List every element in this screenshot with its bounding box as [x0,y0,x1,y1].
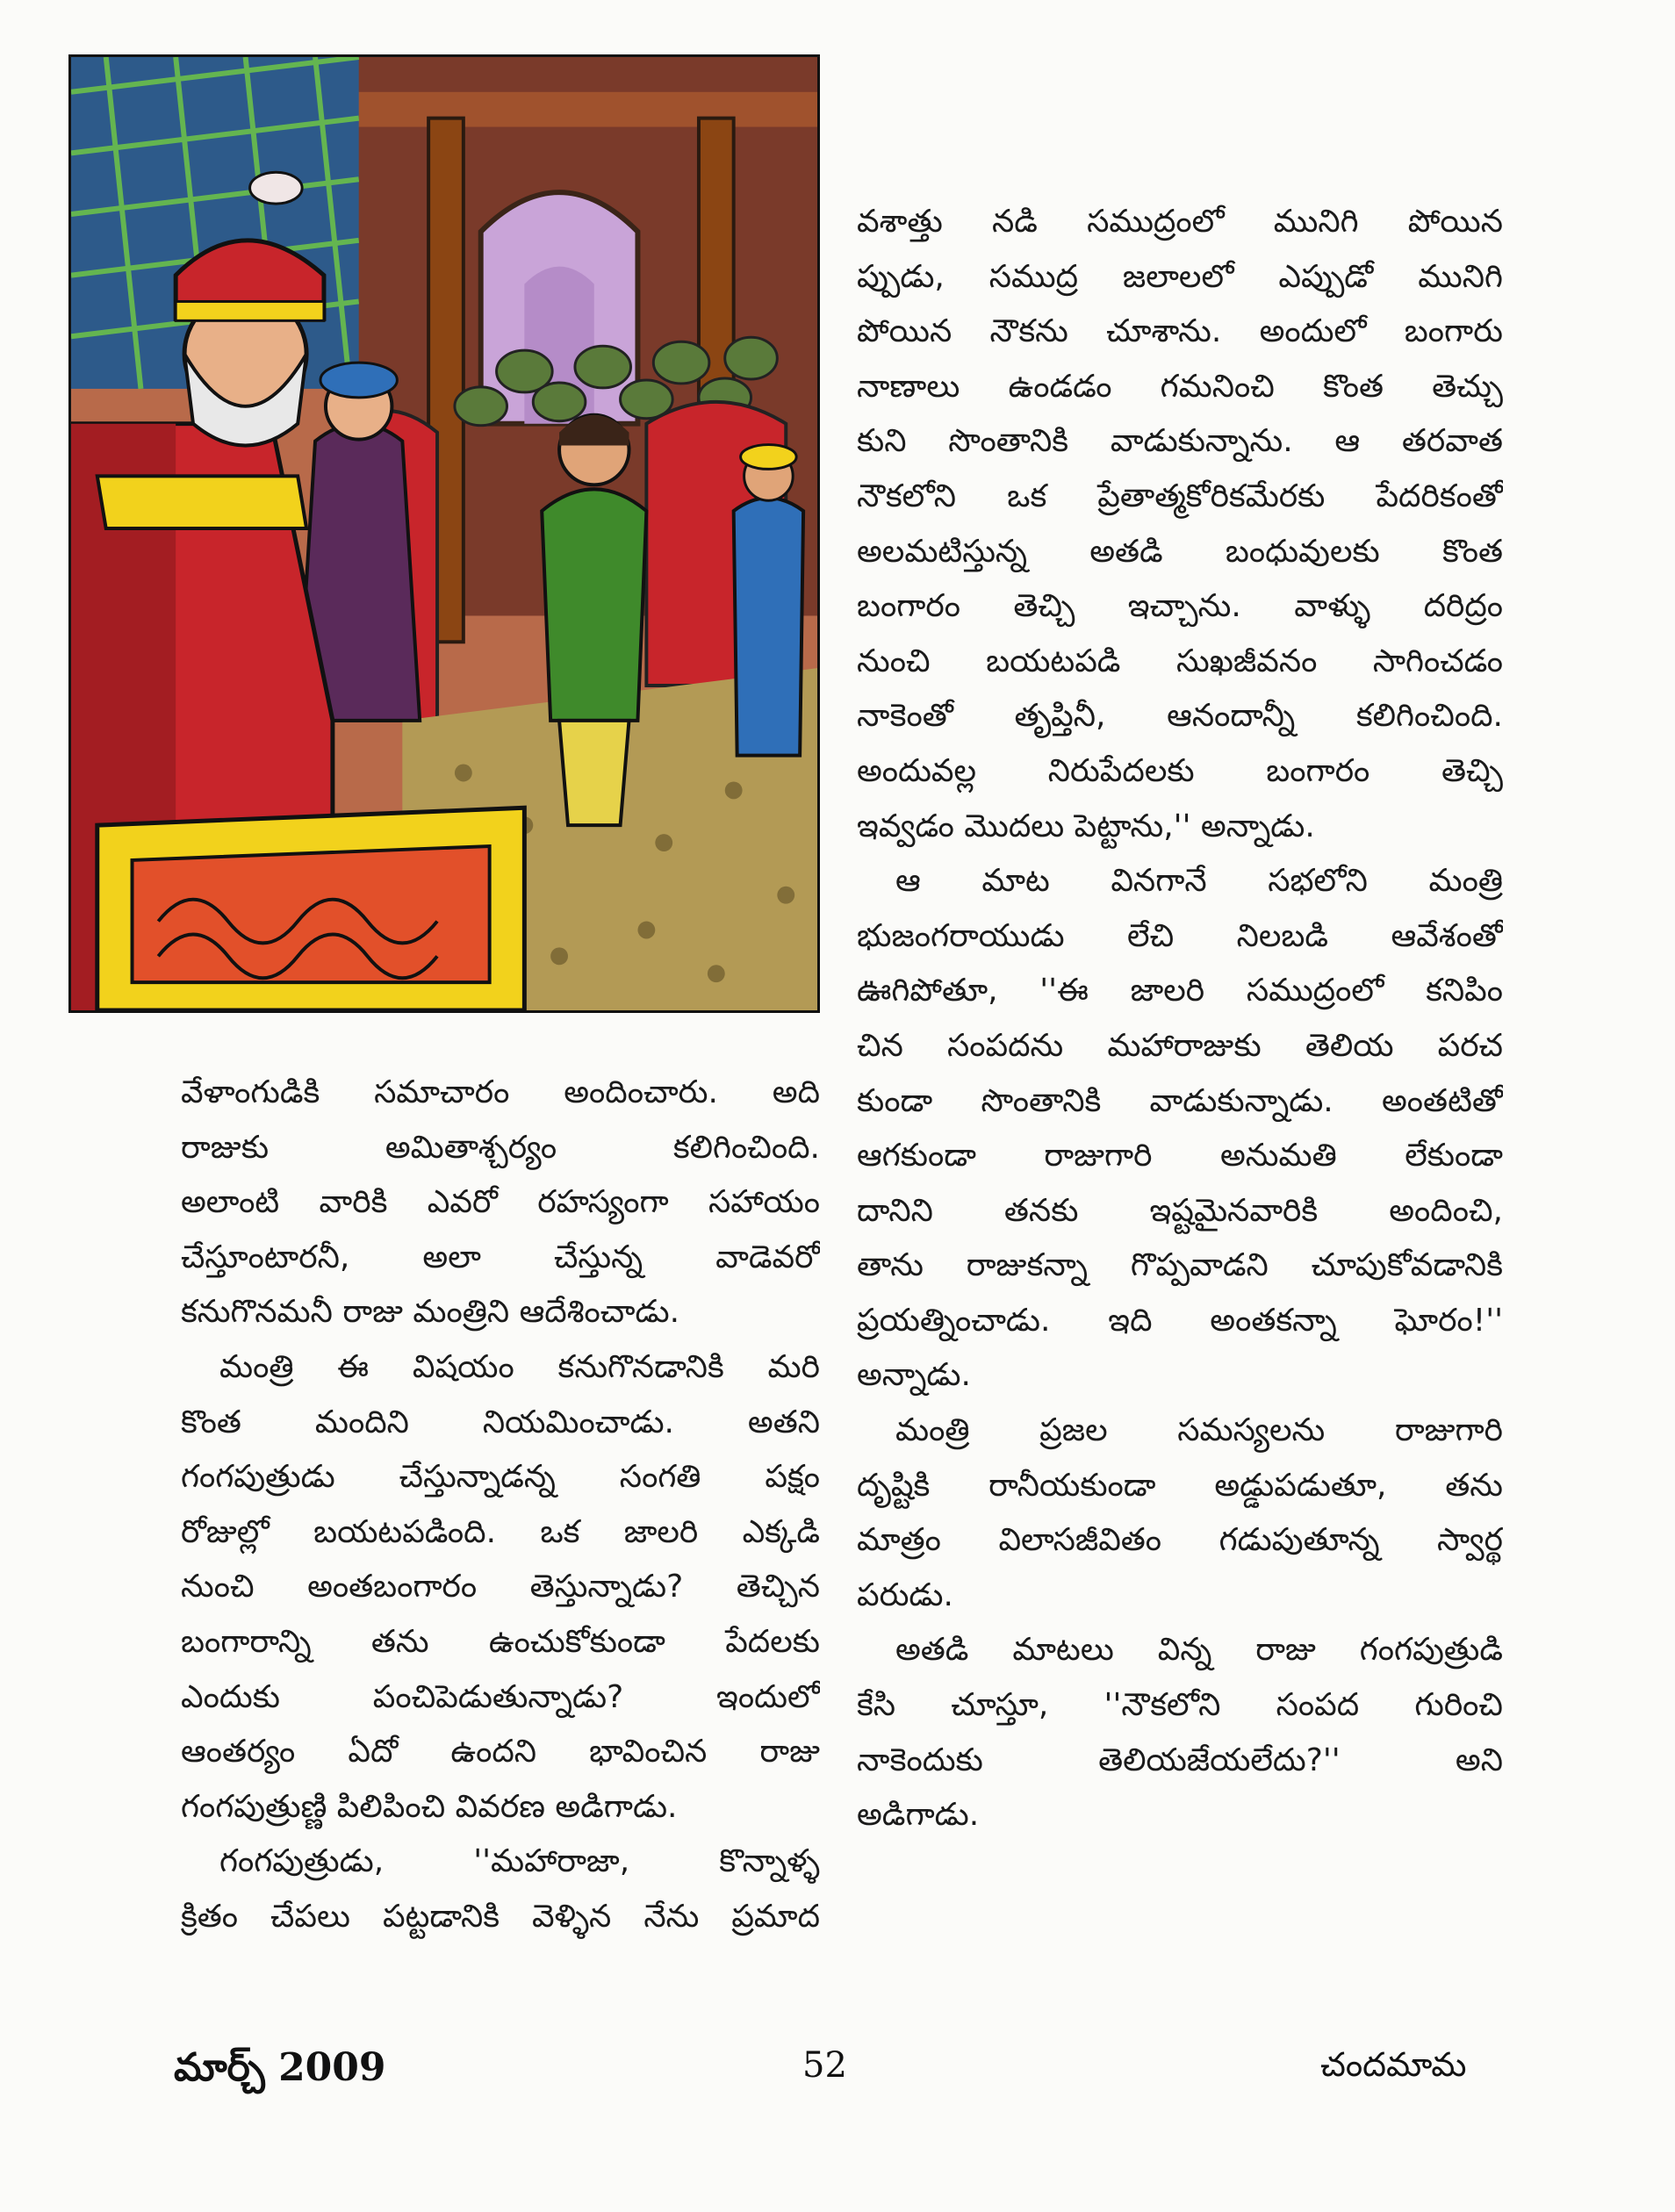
text-line: గంగపుత్రుణ్ణి పిలిపించి వివరణ అడిగాడు. [181,1788,678,1825]
text-line: దానిని తనకు ఇష్టమైనవారికి అందించి, [857,1192,1503,1229]
text-line: ఆ మాట వినగానే సభలోని మంత్రి [895,863,1503,900]
crown-plume [250,172,303,204]
text-line: పోయిన నౌకను చూశాను. అందులో బంగారు [857,313,1503,350]
issue-date: మార్చ్ 2009 [174,2045,386,2090]
text-line: ఆగకుండా రాజుగారి అనుమతి లేకుండా [857,1138,1503,1174]
text-line: ఎందుకు పంచిపెడుతున్నాడు? ఇందులో [181,1678,820,1715]
text-line: మాత్రం విలాసజీవితం గడుపుతూన్న స్వార్థ [857,1522,1503,1559]
throne-cushion [133,846,490,982]
text-line: ఇవ్వడం మొదలు పెట్టాను,'' అన్నాడు. [857,808,1315,844]
text-line: కనుగొనమనీ రాజు మంత్రిని ఆదేశించాడు. [181,1294,680,1331]
text-line: కేసి చూస్తూ, ''నౌకలోని సంపద గురించి [857,1687,1503,1724]
guard-turban [741,445,797,470]
text-line: నాణాలు ఉండడం గమనించి కొంత తెచ్చు [857,368,1503,405]
text-line: చేస్తూంటారనీ, అలా చేస్తున్న వాడెవరో [181,1239,820,1275]
text-line: పరుడు. [857,1576,953,1613]
text-line: క్రితం చేపలు పట్టడానికి వెళ్ళిన నేను ప్రమాద [181,1898,820,1935]
fisherman-dhoti [559,721,629,825]
text-line: ఊగిపోతూ, ''ఈ జాలరి సముద్రంలో కనిపిం [857,973,1503,1009]
minister-turban [320,363,397,398]
text-line: కుని సొంతానికి వాడుకున్నాను. ఆ తరవాత [857,423,1503,460]
king-collar [97,476,306,528]
story-illustration [68,54,820,1013]
text-line: భుజంగరాయుడు లేచి నిలబడి ఆవేశంతో [857,917,1503,954]
wall-beam [333,92,817,127]
text-line: అడిగాడు. [857,1797,980,1834]
text-line: చిన సంపదను మహారాజుకు తెలియ పరచ [857,1027,1503,1064]
left-column-lines [181,1066,820,1945]
text-line: రాజుకు అమితాశ్చర్యం కలిగించింది. [181,1129,820,1166]
left-text-column [181,1066,820,1945]
fisherman-tunic [542,489,646,721]
text-line: అలాంటి వారికి ఎవరో రహస్యంగా సహాయం [181,1184,820,1221]
text-line: వేళాంగుడికి సమాచారం అందించారు. అది [181,1074,820,1110]
text-line: దృష్టికి రానీయకుండా అడ్డుపడుతూ, తను [857,1467,1503,1504]
text-line: కొంత మందిని నియమించాడు. అతని [181,1404,820,1440]
text-line: కుండా సొంతానికి వాడుకున్నాడు. అంతటితో [857,1082,1503,1119]
text-line: అలమటిస్తున్న అతడి బంధువులకు కొంత [857,533,1503,570]
text-line: నాకెంతో తృప్తినీ, ఆనందాన్నీ కలిగించింది. [857,698,1503,735]
page-number: 52 [802,2045,847,2086]
guard-uniform [734,498,803,755]
text-line: తాను రాజుకన్నా గొప్పవాడని చూపుకోవడానికి [857,1247,1503,1284]
text-line: నాకెందుకు తెలియజేయలేదు?'' అని [857,1742,1503,1778]
text-line: బంగారం తెచ్చి ఇచ్చాను. వాళ్ళు దరిద్రం [857,588,1503,625]
crown-band [176,301,324,320]
text-line: గంగపుత్రుడు చేస్తున్నాడన్న సంగతి పక్షం [181,1459,820,1496]
text-line: ప్రయత్నించాడు. ఇది అంతకన్నా ఘోరం!'' [857,1302,1503,1339]
text-line: రోజుల్లో బయటపడింది. ఒక జాలరి ఎక్కడి [181,1513,820,1550]
text-line: నుంచి బయటపడి సుఖజీవనం సాగించడం [857,643,1503,679]
text-line: గంగపుత్రుడు, ''మహారాజా, కొన్నాళ్ళ [219,1843,820,1880]
text-line: వశాత్తు నడి సముద్రంలో మునిగి పోయిన [857,204,1503,240]
text-line: అందువల్ల నిరుపేదలకు బంగారం తెచ్చి [857,752,1503,789]
text-line: ఆంతర్యం ఏదో ఉందని భావించిన రాజు [181,1734,820,1770]
text-line: నౌకలోని ఒక ప్రేతాత్మకోరికమేరకు పేదరికంతో [857,478,1503,514]
court-scene-drawing [71,57,817,1010]
text-line: నుంచి అంతబంగారం తెస్తున్నాడు? తెచ్చిన [181,1569,820,1605]
magazine-name: చందమామ [1320,2045,1467,2084]
right-column-lines [857,195,1503,1843]
right-text-column [857,195,1503,1843]
text-line: బంగారాన్ని తను ఉంచుకోకుండా పేదలకు [181,1623,820,1660]
text-line: అతడి మాటలు విన్న రాజు గంగపుత్రుడి [895,1632,1503,1669]
text-line: అన్నాడు. [857,1357,971,1394]
text-line: మంత్రి ఈ విషయం కనుగొనడానికి మరి [219,1348,820,1385]
text-line: మంత్రి ప్రజల సమస్యలను రాజుగారి [895,1412,1503,1449]
text-line: ప్పుడు, సముద్ర జలాలలో ఎప్పుడో మునిగి [857,258,1503,295]
